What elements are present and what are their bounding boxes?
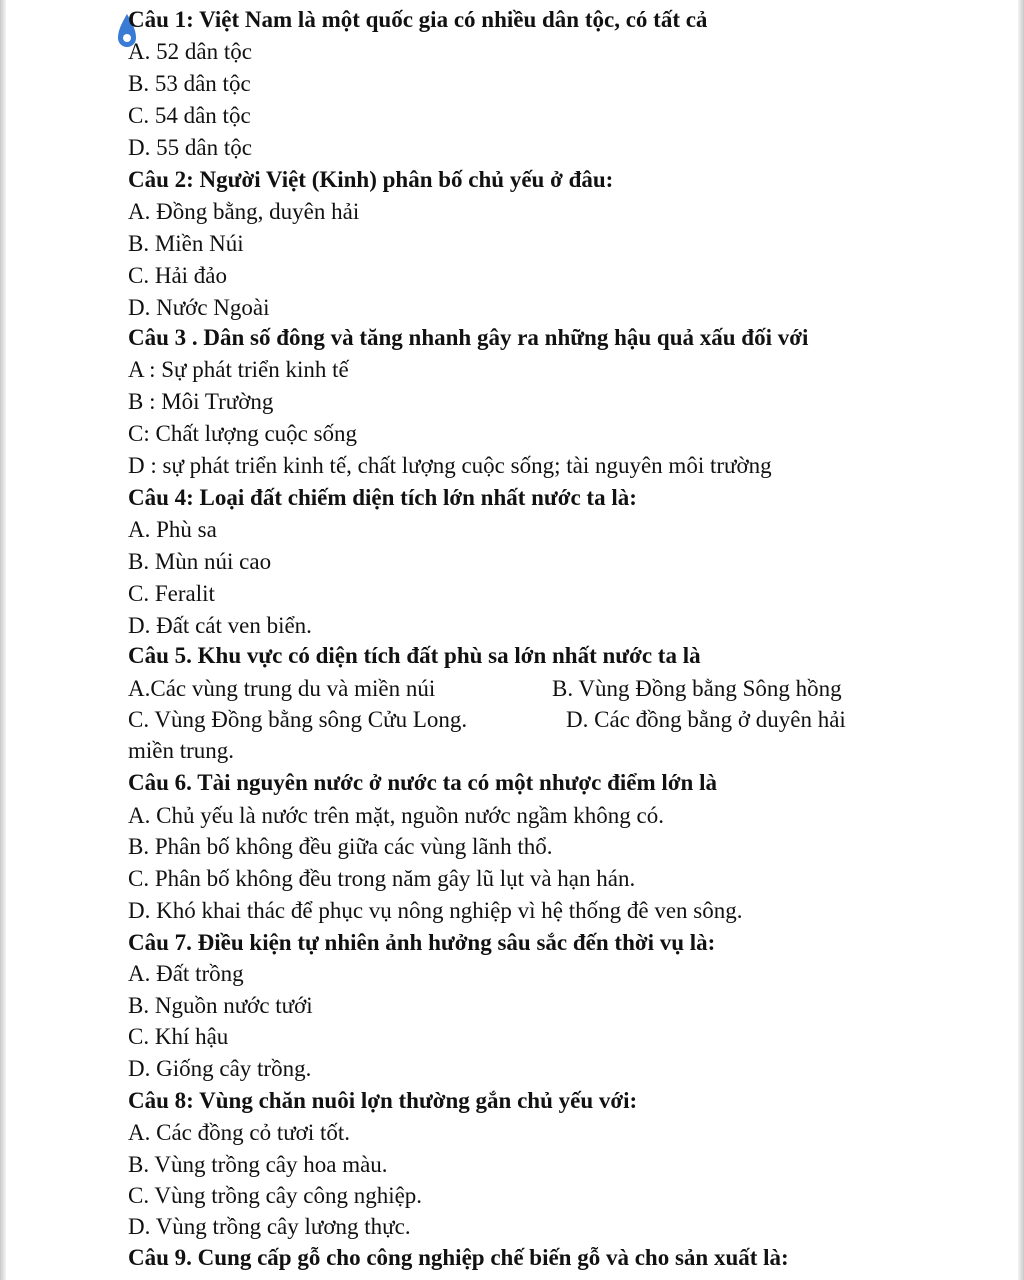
question-5-option-d: D. Các đồng bằng ở duyên hải (566, 707, 846, 732)
question-4-option-d: D. Đất cát ven biển. (128, 613, 312, 638)
question-3-option-a: A : Sự phát triển kinh tế (128, 357, 349, 382)
question-5-title: Câu 5. Khu vực có diện tích đất phù sa lớn nhất nước ta là (128, 643, 701, 668)
question-8-title: Câu 8: Vùng chăn nuôi lợn thường gắn chủ yếu với: (128, 1088, 638, 1113)
question-2-title: Câu 2: Người Việt (Kinh) phân bố chủ yếu ở đâu: (128, 167, 614, 192)
question-3-title: Câu 3 . Dân số đông và tăng nhanh gây ra những hậu quả xấu đối với (128, 325, 809, 350)
question-2-option-b: B. Miền Núi (128, 231, 244, 256)
question-1-option-b: B. 53 dân tộc (128, 71, 251, 96)
question-8-option-d: D. Vùng trồng cây lương thực. (128, 1214, 411, 1239)
question-7-option-a: A. Đất trồng (128, 961, 244, 986)
question-2-option-c: C. Hải đảo (128, 263, 228, 288)
question-4-option-a: A. Phù sa (128, 517, 217, 542)
question-1-option-a: A. 52 dân tộc (128, 39, 252, 64)
question-6-option-b: B. Phân bố không đều giữa các vùng lãnh thổ. (128, 834, 553, 859)
question-4-option-b: B. Mùn núi cao (128, 549, 272, 574)
question-7-title: Câu 7. Điều kiện tự nhiên ảnh hưởng sâu sắc đến thời vụ là: (128, 930, 716, 955)
question-9-title: Câu 9. Cung cấp gỗ cho công nghiệp chế biến gỗ và cho sản xuất là: (128, 1245, 789, 1270)
page-edge-right (1018, 0, 1024, 1280)
question-5-option-a: A.Các vùng trung du và miền núi (128, 676, 436, 701)
page-edge-left (0, 0, 6, 1280)
question-6-option-c: C. Phân bố không đều trong năm gây lũ lụt và hạn hán. (128, 866, 636, 891)
question-3-option-b: B : Môi Trường (128, 389, 274, 414)
question-6-title: Câu 6. Tài nguyên nước ở nước ta có một nhược điểm lớn là (128, 770, 717, 795)
question-5-option-c: C. Vùng Đồng bằng sông Cửu Long. (128, 707, 468, 732)
question-5-option-b: B. Vùng Đồng bằng Sông hồng (552, 676, 842, 701)
question-4-title: Câu 4: Loại đất chiếm diện tích lớn nhất nước ta là: (128, 485, 637, 510)
question-1-option-c: C. 54 dân tộc (128, 103, 251, 128)
question-6-option-d: D. Khó khai thác để phục vụ nông nghiệp vì hệ thống đê ven sông. (128, 898, 743, 923)
question-2-option-a: A. Đồng bằng, duyên hải (128, 199, 360, 224)
question-7-option-c: C. Khí hậu (128, 1024, 229, 1049)
question-7-option-b: B. Nguồn nước tưới (128, 993, 313, 1018)
question-7-option-d: D. Giống cây trồng. (128, 1056, 312, 1081)
question-5-option-d-continued: miền trung. (128, 738, 235, 763)
question-2-option-d: D. Nước Ngoài (128, 295, 270, 320)
question-3-option-d: D : sự phát triển kinh tế, chất lượng cuộc sống; tài nguyên môi trường (128, 453, 772, 478)
question-6-option-a: A. Chủ yếu là nước trên mặt, nguồn nước ngầm không có. (128, 803, 664, 828)
question-1-title: Câu 1: Việt Nam là một quốc gia có nhiều dân tộc, có tất cả (128, 7, 708, 32)
question-1-option-d: D. 55 dân tộc (128, 135, 252, 160)
question-8-option-c: C. Vùng trồng cây công nghiệp. (128, 1183, 423, 1208)
question-8-option-a: A. Các đồng cỏ tươi tốt. (128, 1120, 351, 1145)
question-3-option-c: C: Chất lượng cuộc sống (128, 421, 358, 446)
question-4-option-c: C. Feralit (128, 581, 215, 606)
question-8-option-b: B. Vùng trồng cây hoa màu. (128, 1152, 388, 1177)
